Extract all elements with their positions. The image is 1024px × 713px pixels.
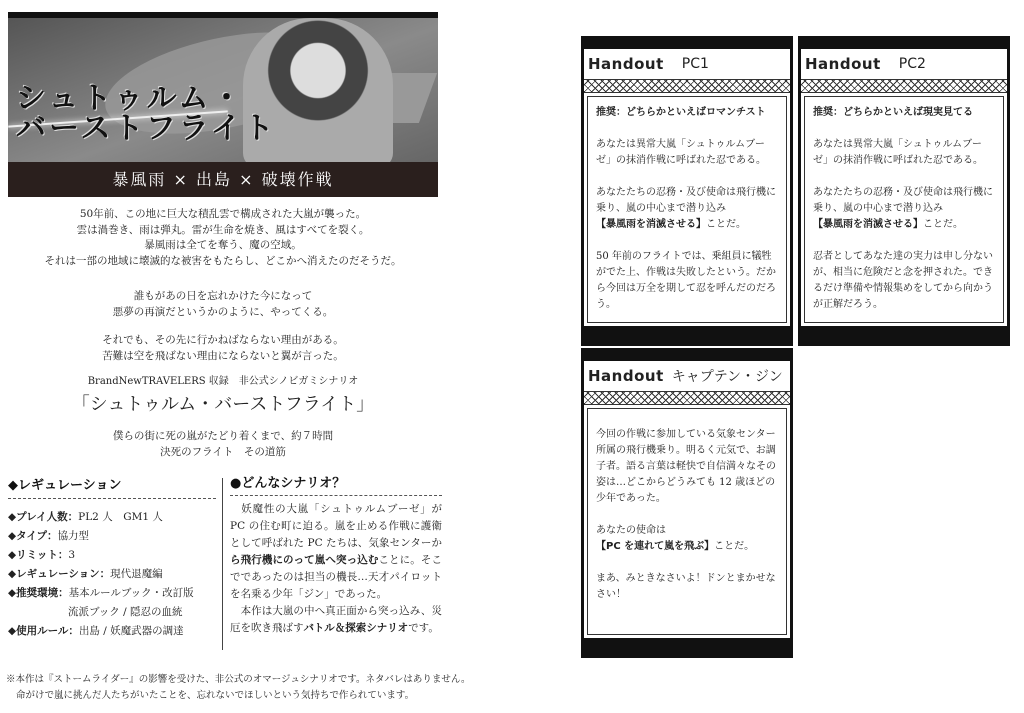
footnote: ※本作は『ストームライダー』の影響を受けた、非公式のオマージュシナリオです。ネタバレはありません。 bbox=[6, 674, 471, 685]
handout-card-pc1 bbox=[581, 36, 793, 346]
story-paragraph: 本作は大嵐の中へ真正面から突っ込み、災厄を吹き飛ばすバトル＆探索シナリオです。 bbox=[230, 605, 442, 634]
divider bbox=[230, 495, 442, 496]
intro-line: 雲は渦巻き、雨は弾丸。雷が生命を焼き、風はすべてを裂く。 bbox=[76, 223, 370, 236]
handout-card-captain-jin bbox=[581, 348, 793, 658]
braid-ornament bbox=[584, 79, 790, 93]
story-paragraph: 妖魔性の大嵐「シュトゥルムブーゼ」がPC の住む町に迫る。嵐を止める作戦に護衛として呼ばれた PC たちは、気象センターから飛行機にのって嵐へ突っ込むことに。そこでであったのは担当の機長…天才パイロットを名乗る少年「ジン」であった。 bbox=[230, 503, 442, 600]
section-heading: ●どんなシナリオ？ bbox=[230, 476, 346, 491]
mission: 【PC を連れて嵐を飛ぶ】 bbox=[596, 541, 715, 552]
handout-text: あなたの使命は 【PC を連れて嵐を飛ぶ】ことだ。 bbox=[596, 525, 755, 552]
handout-text: あなたたちの忍務・及び使命は飛行機に乗り、嵐の中心まで潜り込み 【暴風雨を消滅させる】ことだ。 bbox=[813, 187, 993, 230]
column-divider bbox=[222, 478, 223, 650]
handout-text: 今回の作戦に参加している気象センター所属の飛行機乗り。明るく元気で、お調子者。語る言葉は軽快で自信満々なその姿は…どこからどうみても 12 歳ほどの少年であった。 bbox=[596, 429, 776, 504]
intro-text bbox=[8, 207, 438, 364]
reg-item: ◆リミット：3 bbox=[8, 549, 76, 561]
intro-line: 悪夢の再演だというかのように、やってくる。 bbox=[112, 305, 334, 318]
braid-ornament bbox=[801, 79, 1007, 93]
handout-name: PC1 bbox=[681, 56, 709, 72]
credit: BrandNewTRAVELERS 収録 非公式シノビガミシナリオ bbox=[87, 376, 359, 387]
subtitle bbox=[8, 429, 438, 460]
logo-line: バーストフライト bbox=[16, 111, 277, 146]
intro-line: 苦難は空を飛ばない理由にならないと翼が言った。 bbox=[102, 349, 344, 362]
handout-label: Handout bbox=[588, 55, 664, 73]
handout-name: PC2 bbox=[898, 56, 926, 72]
intro-line: 50年前、この地に巨大な積乱雲で構成された大嵐が襲った。 bbox=[79, 208, 367, 220]
cover-illustration bbox=[8, 12, 438, 162]
handout-text: あなたは異常大嵐「シュトゥルムブーゼ」の抹消作戦に呼ばれた忍である。 bbox=[813, 139, 983, 166]
footnote: 命がけで嵐に挑んだ人たちがいたことを、忘れないでほしいという気持ちで作られています。 bbox=[16, 690, 415, 701]
handout-text: まあ、みときなさいよ！ドンとまかせなさい！ bbox=[596, 573, 776, 600]
logo-line: シュトゥルム・ bbox=[16, 81, 245, 116]
intro-line: 誰もがあの日を忘れかけた今になって bbox=[133, 290, 313, 302]
reg-item: ◆レギュレーション：現代退魔編 bbox=[8, 568, 163, 580]
reg-item: ◆推奨環境：基本ルールブック・改訂版 bbox=[8, 587, 194, 599]
reg-item: 流派ブック / 隠忍の血統 bbox=[68, 606, 183, 618]
handout-label: Handout bbox=[805, 55, 881, 73]
handout-name: キャプテン・ジン bbox=[671, 369, 783, 385]
reg-item: ◆プレイ人数：PL2 人 GM1 人 bbox=[8, 511, 163, 523]
intro-line: それでも、その先に行かねばならない理由がある。 bbox=[102, 334, 344, 346]
reg-item: ◆タイプ：協力型 bbox=[8, 530, 90, 542]
handout-body bbox=[801, 93, 1007, 326]
mission: 【暴風雨を消滅させる】 bbox=[813, 219, 923, 230]
story-section bbox=[230, 476, 442, 637]
recommendation: 推奨：どちらかといえば現実見てる bbox=[813, 107, 973, 118]
reg-item: ◆使用ルール：出島 / 妖魔武器の調達 bbox=[8, 625, 184, 637]
intro-line: それは一部の地域に壊滅的な被害をもたらし、どこかへ消えたのだそうだ。 bbox=[44, 254, 402, 267]
subtitle-line: 僕らの街に死の嵐がたどり着くまで、約７時間 bbox=[112, 430, 334, 442]
handout-text: あなたたちの忍務・及び使命は飛行機に乗り、嵐の中心まで潜り込み 【暴風雨を消滅させる】ことだ。 bbox=[596, 187, 776, 230]
braid-ornament bbox=[584, 391, 790, 405]
divider bbox=[8, 498, 216, 499]
handout-body bbox=[584, 405, 790, 638]
recommendation: 推奨：どちらかといえばロマンチスト bbox=[596, 107, 766, 118]
scenario-title: 「シュトゥルム・バーストフライト」 bbox=[71, 394, 375, 415]
regulation-section bbox=[8, 478, 216, 641]
handout-text: 忍者としてあなた達の実力は申し分ないが、相当に危険だと念を押された。できるだけ準備や情報集めをしてから向かうが正解だろう。 bbox=[813, 251, 993, 310]
subtitle-line: 決死のフライト その道筋 bbox=[160, 445, 286, 458]
section-heading: ◆レギュレーション bbox=[8, 478, 122, 493]
mission: 【暴風雨を消滅させる】 bbox=[596, 219, 706, 230]
handout-label: Handout bbox=[588, 367, 664, 385]
title-logo bbox=[16, 81, 277, 146]
tagline-bar: 暴風雨 × 出島 × 破壊作戦 bbox=[8, 162, 438, 197]
handout-text: 50 年前のフライトでは、乗組員に犠牲がでた上、作戦は失敗したという。だから今回は万全を期して忍を呼んだのだろう。 bbox=[596, 251, 776, 310]
intro-line: 暴風雨は全てを奪う、魔の空域。 bbox=[144, 239, 302, 251]
handout-body bbox=[584, 93, 790, 326]
handout-text: あなたは異常大嵐「シュトゥルムブーゼ」の抹消作戦に呼ばれた忍である。 bbox=[596, 139, 766, 166]
handout-card-pc2 bbox=[798, 36, 1010, 346]
